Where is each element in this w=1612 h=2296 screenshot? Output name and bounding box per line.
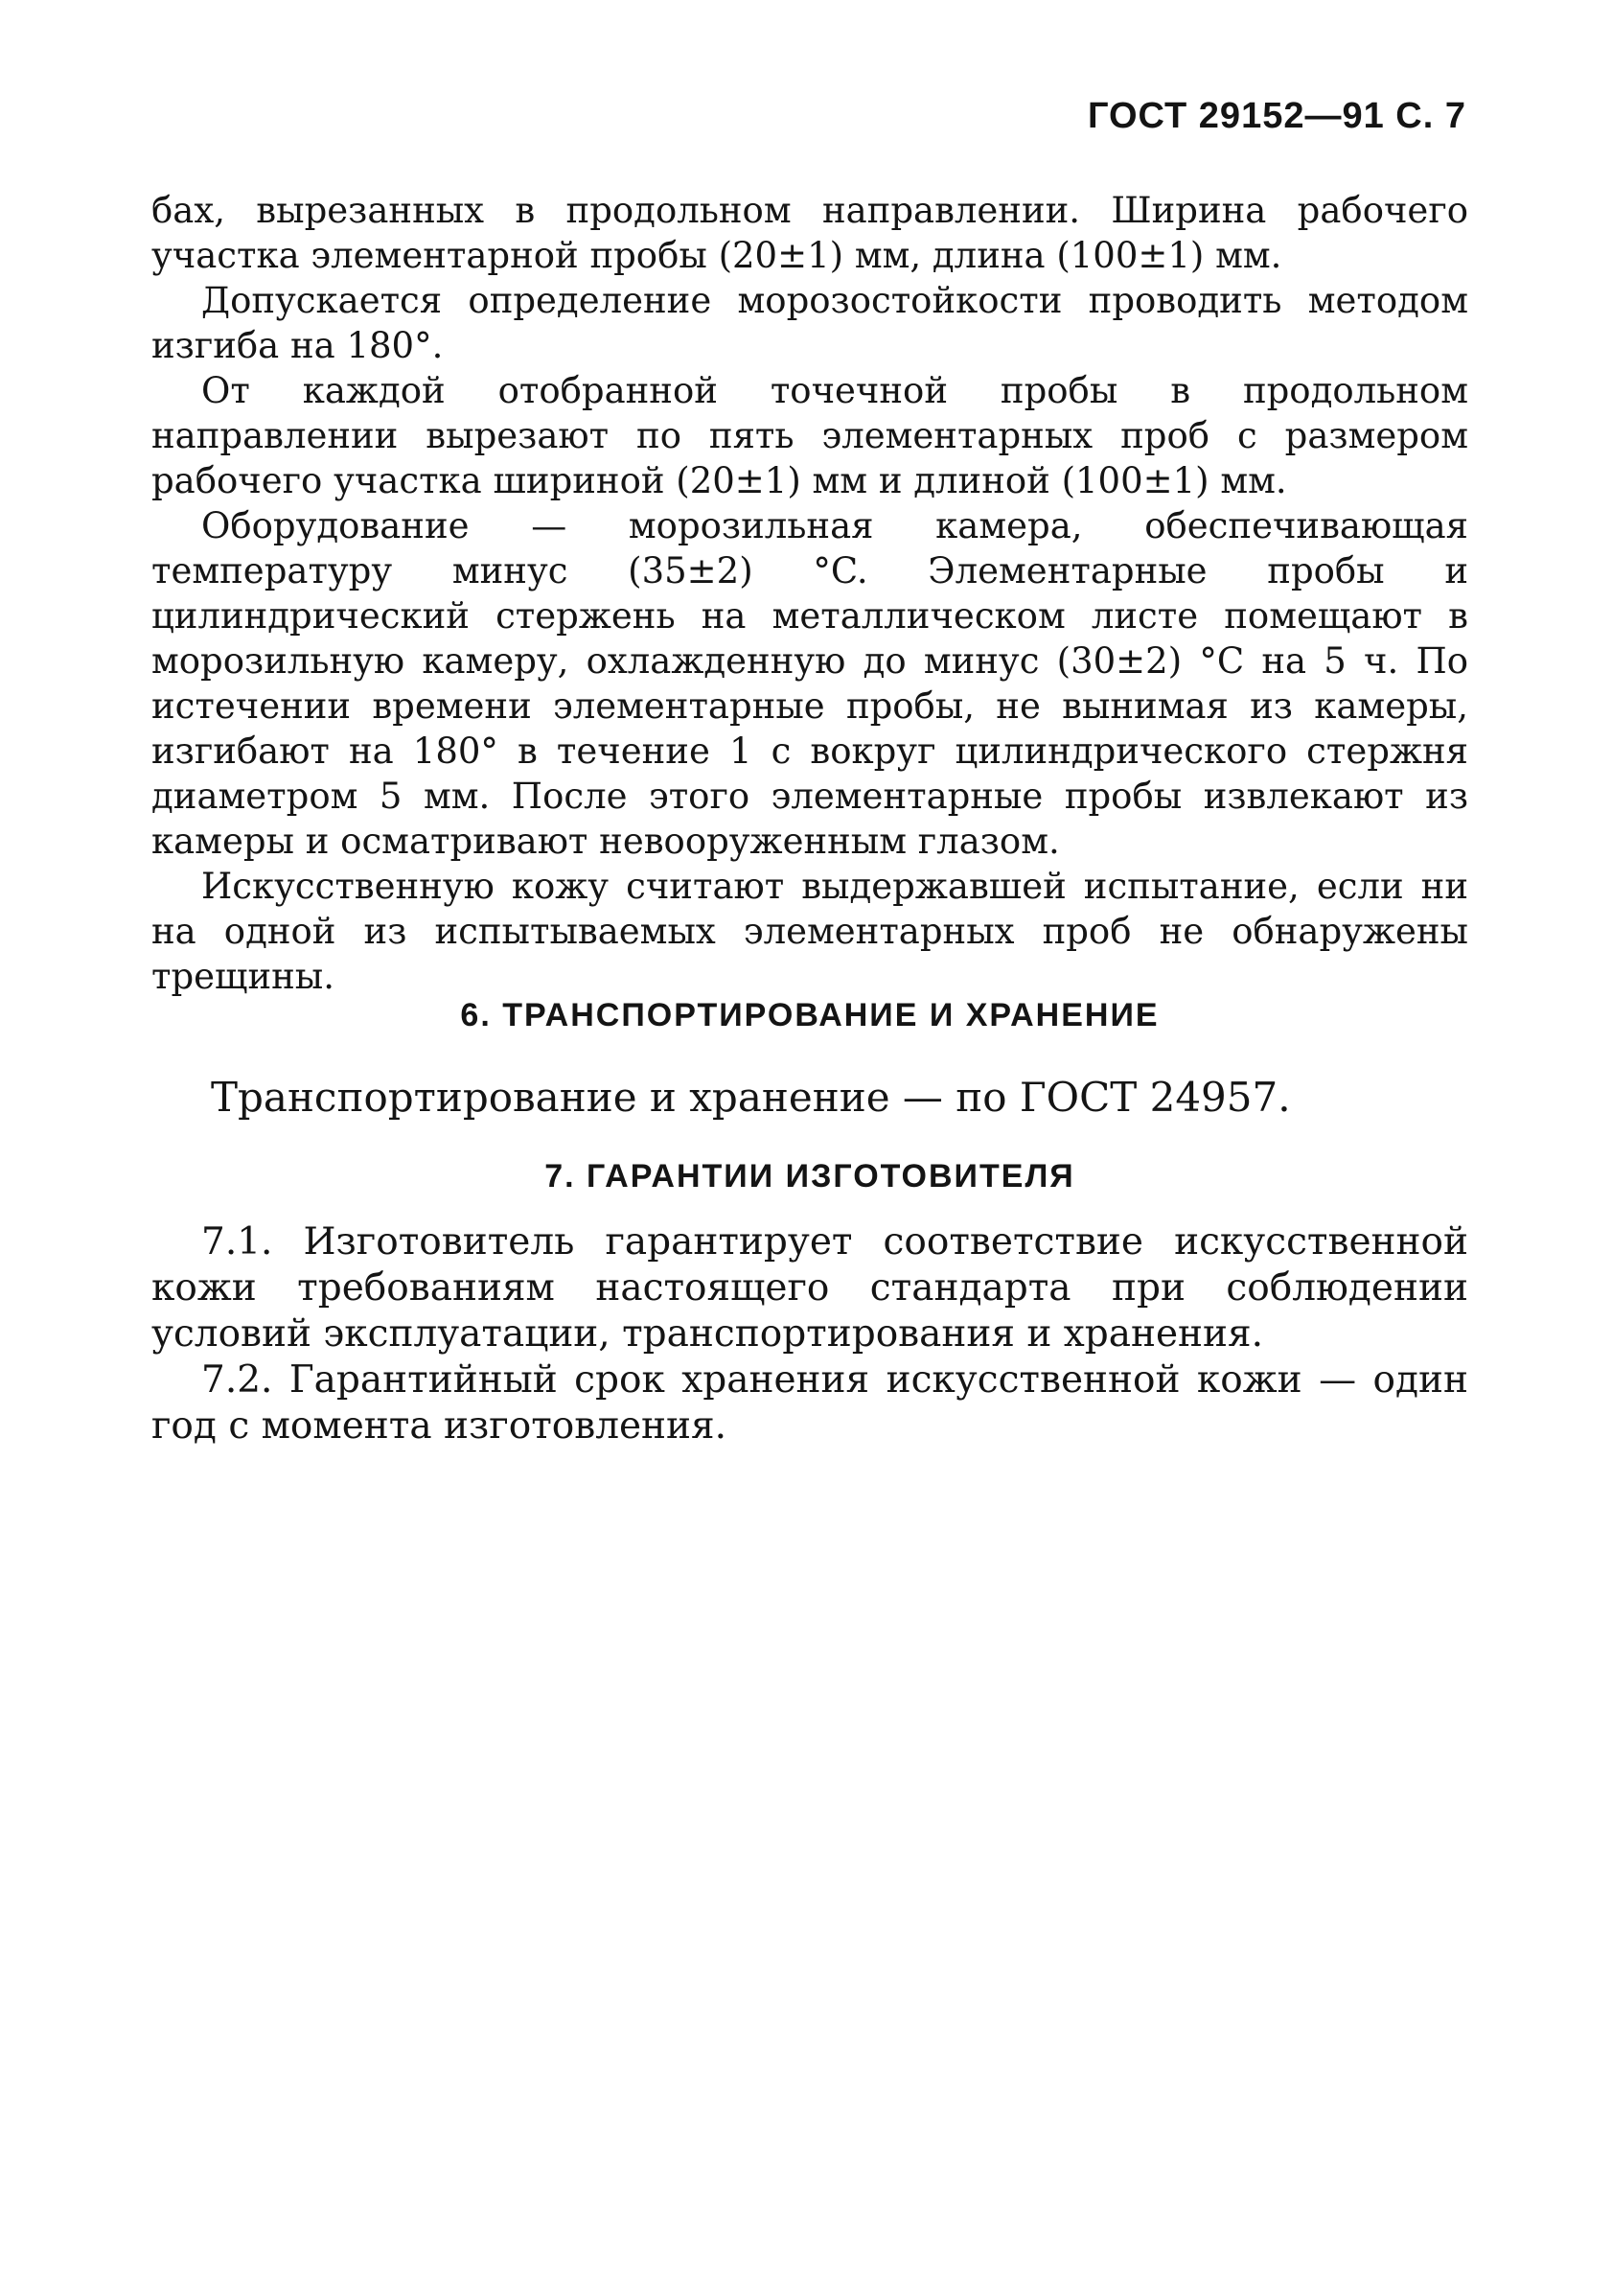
body-text-top — [151, 188, 1468, 999]
paragraph: От каждой отобранной точечной пробы в продольном направлении вырезают по пять элементарных проб с размером рабочего участка шириной (20±1) мм и длиной (100±1) мм. — [151, 370, 1468, 501]
clause-7-2: 7.2. Гарантийный срок хранения искусственной кожи — один год с момента изготовления. — [151, 1358, 1468, 1448]
paragraph: Искусственную кожу считают выдержавшей испытание, если ни на одной из испытываемых элементарных проб не обнаружены трещины. — [151, 866, 1468, 997]
paragraph: Допускается определение морозостойкости проводить методом изгиба на 180°. — [151, 280, 1468, 366]
paragraph: Оборудование — морозильная камера, обеспечивающая температуру минус (35±2) °C. Элементарные пробы и цилиндрический стержень на металлическом листе помещают в морозильную камеру, охлажденную до минус (30±2) °C на 5 ч. По истечении времени элементарные пробы, не вынимая из камеры, изгибают на 180° в течение 1 с вокруг цилиндрического стержня диаметром 5 мм. После этого элементарные пробы извлекают из камеры и осматривают невооруженным глазом. — [151, 505, 1468, 862]
section-6-text: Транспортирование и хранение — по ГОСТ 24957. — [211, 1074, 1291, 1121]
section-7-heading: 7. ГАРАНТИИ ИЗГОТОВИТЕЛЯ — [544, 1158, 1075, 1194]
clause-7-1: 7.1. Изготовитель гарантирует соответствие искусственной кожи требованиям настоящего стандарта при соблюдении условий эксплуатации, транспортирования и хранения. — [151, 1220, 1468, 1356]
section-7-body — [151, 1219, 1468, 1449]
page-header: ГОСТ 29152—91 С. 7 — [1087, 96, 1466, 136]
section-6-heading: 6. ТРАНСПОРТИРОВАНИЕ И ХРАНЕНИЕ — [460, 997, 1160, 1033]
paragraph: бах, вырезанных в продольном направлении. Ширина рабочего участка элементарной пробы (20±1) мм, длина (100±1) мм. — [151, 190, 1468, 276]
